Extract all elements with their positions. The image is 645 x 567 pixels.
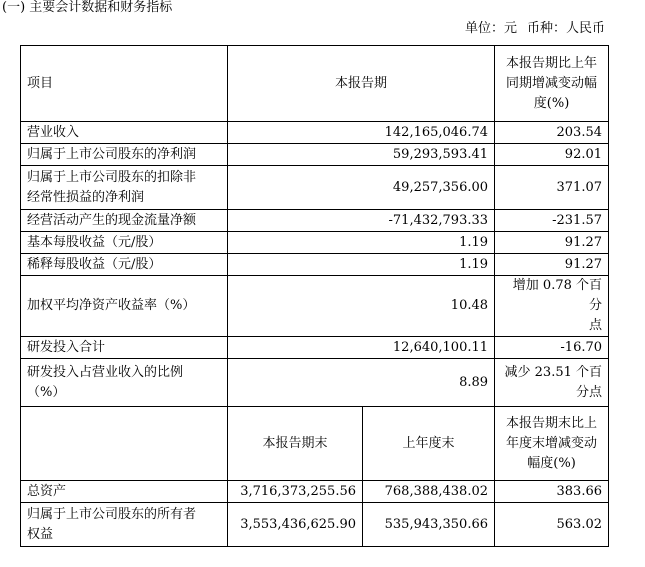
table-row (21, 232, 609, 254)
row-value: -71,432,793.33 (228, 210, 495, 232)
row-label: 基本每股收益（元/股） (21, 232, 228, 254)
row-change: 92.01 (495, 144, 609, 166)
row-change-line: 减少 23.51 个百 (504, 364, 603, 380)
header-change (495, 46, 609, 122)
header2-change-line: 幅度(%) (527, 455, 576, 471)
header-change-line: 同期增减变动幅 (506, 75, 598, 91)
row-label: 总资产 (21, 481, 228, 503)
table-row (21, 503, 609, 547)
row-value: 8.89 (228, 359, 495, 407)
row-label: 归属于上市公司股东的净利润 (21, 144, 228, 166)
header2-change-line: 本报告期末比上 (506, 415, 598, 431)
header-item: 项目 (21, 46, 228, 122)
currency-label: 币种：人民币 (526, 21, 605, 36)
table-header-row (21, 46, 609, 122)
header-change-line: 度(%) (533, 95, 570, 111)
row-change (495, 359, 609, 407)
row-value: 1.19 (228, 232, 495, 254)
row-change (495, 276, 609, 337)
unit-label: 单位：元 (464, 21, 517, 36)
row-label-line: 经常性损益的净利润 (27, 189, 145, 205)
table-row (21, 166, 609, 210)
row-change: 91.27 (495, 232, 609, 254)
table-row (21, 122, 609, 144)
row-label (21, 166, 228, 210)
header-prior-year-end: 上年度末 (363, 407, 495, 481)
header-current-period: 本报告期 (228, 46, 495, 122)
row-label-line: 归属于上市公司股东的扣除非 (27, 169, 197, 185)
row-label: 加权平均净资产收益率（%） (21, 276, 228, 337)
row-current: 3,553,436,625.90 (228, 503, 363, 547)
header2-empty (21, 407, 228, 481)
table-row (21, 337, 609, 359)
header2-change (495, 407, 609, 481)
row-label (21, 359, 228, 407)
table-header-row-2 (21, 407, 609, 481)
table-row (21, 481, 609, 503)
unit-currency-note (465, 21, 605, 37)
row-previous: 535,943,350.66 (363, 503, 495, 547)
row-current: 3,716,373,255.56 (228, 481, 363, 503)
row-change: 203.54 (495, 122, 609, 144)
row-label (21, 503, 228, 547)
header2-change-line: 年度末增减变动 (506, 435, 598, 451)
table-row (21, 276, 609, 337)
row-label: 研发投入合计 (21, 337, 228, 359)
row-value: 59,293,593.41 (228, 144, 495, 166)
financial-data-table (20, 45, 609, 547)
header-change-line: 本报告期比上年 (506, 55, 598, 71)
row-change-line: 增加 0.78 个百分 (512, 278, 603, 313)
row-change: -231.57 (495, 210, 609, 232)
row-previous: 768,388,438.02 (363, 481, 495, 503)
row-label-line: （%） (27, 384, 66, 400)
row-label-line: 研发投入占营业收入的比例 (27, 364, 184, 380)
table-row (21, 210, 609, 232)
row-change: 91.27 (495, 254, 609, 276)
section-title: (一) 主要会计数据和财务指标 (2, 0, 173, 15)
row-label-line: 权益 (27, 526, 54, 542)
row-value: 142,165,046.74 (228, 122, 495, 144)
table-row (21, 254, 609, 276)
row-label: 稀释每股收益（元/股） (21, 254, 228, 276)
row-change: -16.70 (495, 337, 609, 359)
row-value: 1.19 (228, 254, 495, 276)
row-label: 经营活动产生的现金流量净额 (21, 210, 228, 232)
row-change-line: 点 (589, 318, 603, 333)
row-change: 383.66 (495, 481, 609, 503)
row-label-line: 归属于上市公司股东的所有者 (27, 506, 197, 522)
row-value: 10.48 (228, 276, 495, 337)
row-change: 563.02 (495, 503, 609, 547)
header-period-end: 本报告期末 (228, 407, 363, 481)
row-value: 12,640,100.11 (228, 337, 495, 359)
row-value: 49,257,356.00 (228, 166, 495, 210)
row-change-line: 分点 (576, 384, 603, 400)
table-row (21, 144, 609, 166)
table-row (21, 359, 609, 407)
row-label: 营业收入 (21, 122, 228, 144)
row-change: 371.07 (495, 166, 609, 210)
